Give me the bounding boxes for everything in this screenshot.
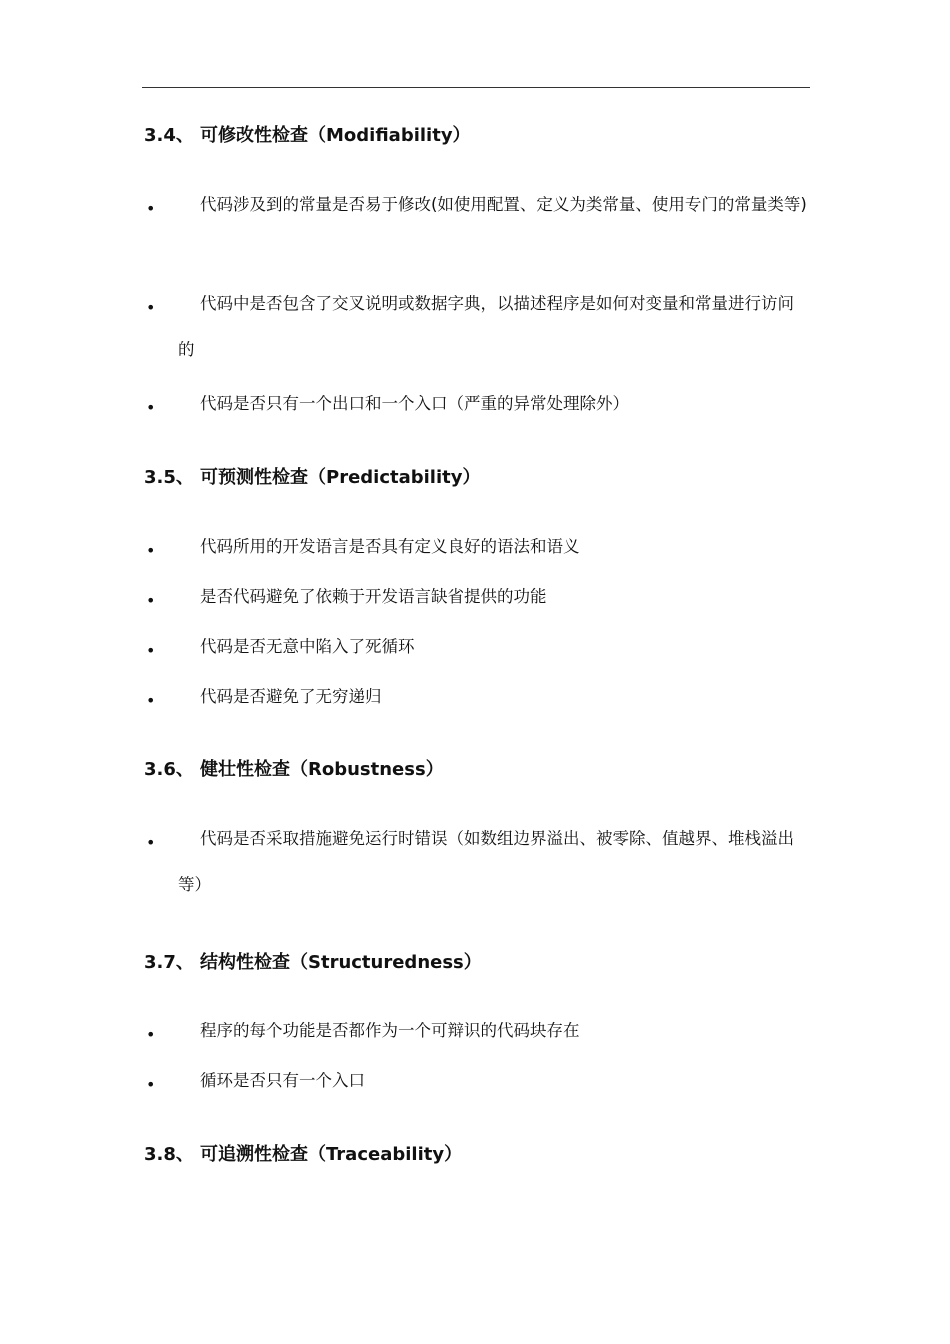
list-item: [178, 574, 810, 620]
section-title: 结构性检查（Structuredness）: [200, 952, 482, 973]
list-item: [178, 674, 810, 720]
bullet-icon: •: [146, 541, 156, 560]
list-item: [178, 1058, 810, 1104]
section-number: 3.8、: [144, 1144, 194, 1165]
section-title: 健壮性检查（Robustness）: [200, 759, 444, 780]
list-item: [178, 524, 810, 570]
bullet-icon: •: [146, 691, 156, 710]
list-item: [178, 381, 810, 427]
section-number: 3.4、: [144, 125, 194, 146]
list-item: [178, 281, 810, 373]
list-item: [178, 624, 810, 670]
section-title: 可修改性检查（Modifiability）: [200, 125, 471, 146]
section-number: 3.5、: [144, 467, 194, 488]
section-heading-3-7: [144, 951, 482, 975]
list-item-text: 程序的每个功能是否都作为一个可辩识的代码块存在: [200, 1021, 580, 1040]
list-item-text: 代码涉及到的常量是否易于修改(如使用配置、定义为类常量、使用专门的常量类等): [200, 195, 807, 214]
bullet-icon: •: [146, 641, 156, 660]
bullet-icon: •: [146, 199, 156, 218]
list-item-text: 代码是否无意中陷入了死循环: [200, 637, 415, 656]
section-heading-3-4: [144, 124, 471, 148]
list-item: [178, 182, 810, 228]
bullet-icon: •: [146, 1075, 156, 1094]
list-item-text: 循环是否只有一个入口: [200, 1071, 365, 1090]
section-heading-3-5: [144, 466, 481, 490]
list-item-text: 代码是否只有一个出口和一个入口（严重的异常处理除外）: [200, 394, 629, 413]
section-title: 可预测性检查（Predictability）: [200, 467, 481, 488]
list-item-text: 代码是否采取措施避免运行时错误（如数组边界溢出、被零除、值越界、堆栈溢出等）: [178, 829, 794, 894]
section-heading-3-8: [144, 1143, 462, 1167]
bullet-icon: •: [146, 298, 156, 317]
bullet-icon: •: [146, 398, 156, 417]
list-item: [178, 1008, 810, 1054]
bullet-icon: •: [146, 1025, 156, 1044]
section-heading-3-6: [144, 758, 444, 782]
section-title: 可追溯性检查（Traceability）: [200, 1144, 463, 1165]
bullet-icon: •: [146, 833, 156, 852]
list-item: [178, 816, 810, 908]
section-number: 3.6、: [144, 759, 194, 780]
header-rule: [142, 87, 810, 88]
bullet-icon: •: [146, 591, 156, 610]
list-item-text: 代码是否避免了无穷递归: [200, 687, 382, 706]
list-item-text: 代码所用的开发语言是否具有定义良好的语法和语义: [200, 537, 580, 556]
section-number: 3.7、: [144, 952, 194, 973]
list-item-text: 代码中是否包含了交叉说明或数据字典，以描述程序是如何对变量和常量进行访问的: [178, 294, 794, 359]
list-item-text: 是否代码避免了依赖于开发语言缺省提供的功能: [200, 587, 547, 606]
